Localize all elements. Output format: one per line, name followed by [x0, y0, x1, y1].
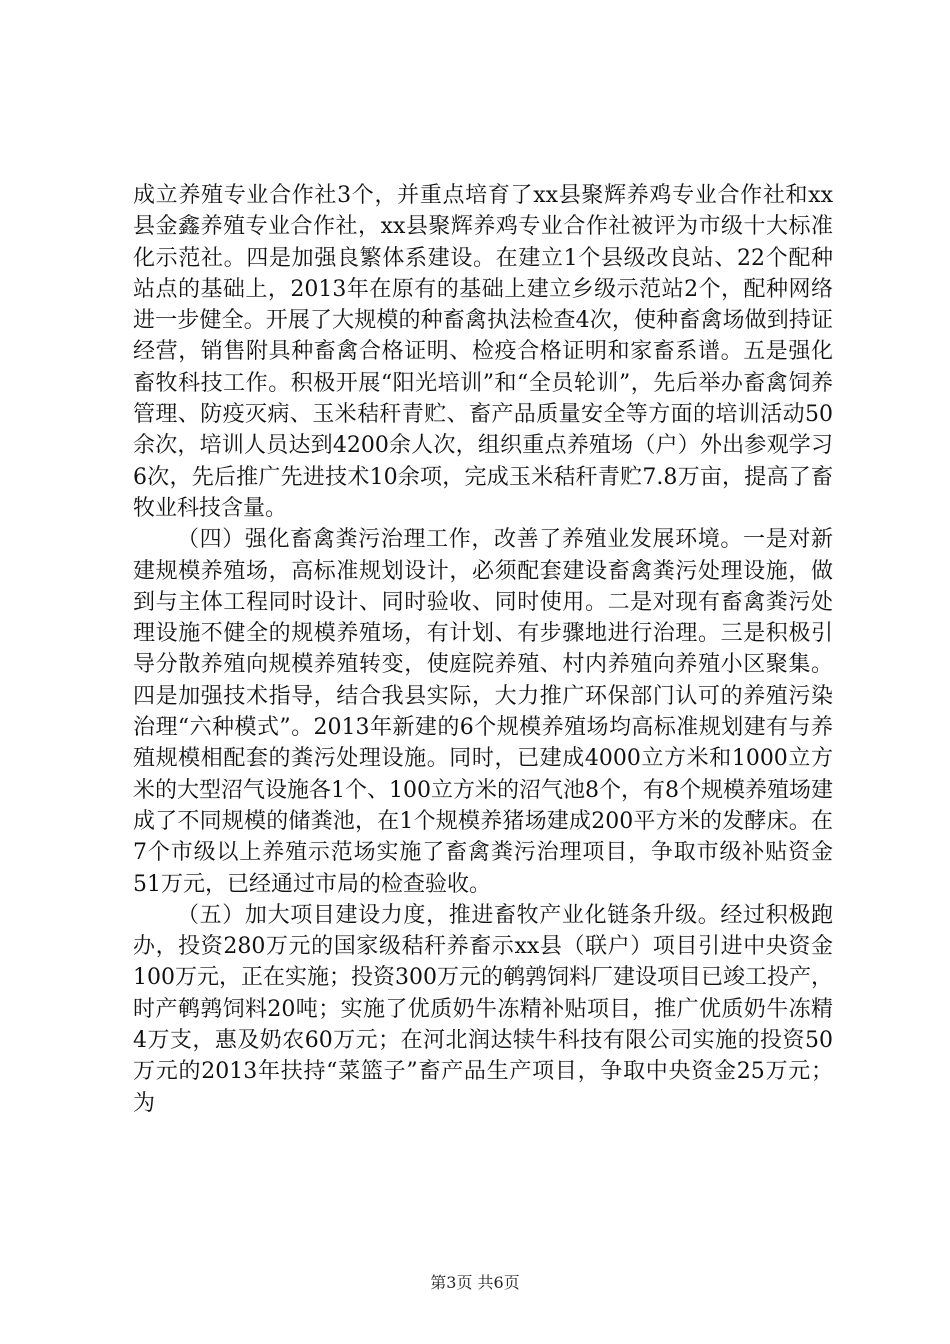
paragraph-3: （五）加大项目建设力度，推进畜牧产业化链条升级。经过积极跑办，投资280万元的国家级秸秆养畜示xx县（联户）项目引进中央资金100万元，正在实施；投资300万元的鹌鹑饲料厂建设项目已竣工投产，时产鹌鹑饲料20吨；实施了优质奶牛冻精补贴项目，推广优质奶牛冻精4万支，惠及奶农60万元；在河北润达犊牛科技有限公司实施的投资50万元的2013年扶持“菜篮子”畜产品生产项目，争取中央资金25万元；为: [133, 902, 833, 1116]
paragraph-1: 成立养殖专业合作社3个，并重点培育了xx县聚辉养鸡专业合作社和xx县金鑫养殖专业合作社，xx县聚辉养鸡专业合作社被评为市级十大标准化示范社。四是加强良繁体系建设。在建立1个县级改良站、22个配种站点的基础上，2013年在原有的基础上建立乡级示范站2个，配种网络进一步健全。开展了大规模的种畜禽执法检查4次，使种畜禽场做到持证经营，销售附具种畜禽合格证明、检疫合格证明和家畜系谱。五是强化畜牧科技工作。积极开展“阳光培训”和“全员轮训”，先后举办畜禽饲养管理、防疫灭病、玉米秸秆青贮、畜产品质量安全等方面的培训活动50余次，培训人员达到4200余人次，组织重点养殖场（户）外出参观学习6次，先后推广先进技术10余项，完成玉米秸秆青贮7.8万亩，提高了畜牧业科技含量。: [133, 183, 833, 521]
page-number-footer: 第3页 共6页: [430, 1273, 520, 1292]
document-body: [133, 180, 833, 1119]
paragraph-2: （四）强化畜禽粪污治理工作，改善了养殖业发展环境。一是对新建规模养殖场，高标准规划设计，必须配套建设畜禽粪污处理设施，做到与主体工程同时设计、同时验收、同时使用。二是对现有畜禽粪污处理设施不健全的规模养殖场，有计划、有步骤地进行治理。三是积极引导分散养殖向规模养殖转变，使庭院养殖、村内养殖向养殖小区聚集。四是加强技术指导，结合我县实际，大力推广环保部门认可的养殖污染治理“六种模式”。2013年新建的6个规模养殖场均高标准规划建有与养殖规模相配套的粪污处理设施。同时，已建成4000立方米和1000立方米的大型沼气设施各1个、100立方米的沼气池8个，有8个规模养殖场建成了不同规模的储粪池，在1个规模养猪场建成200平方米的发酵床。在7个市级以上养殖示范场实施了畜禽粪污治理项目，争取市级补贴资金51万元，已经通过市局的检查验收。: [133, 527, 833, 897]
